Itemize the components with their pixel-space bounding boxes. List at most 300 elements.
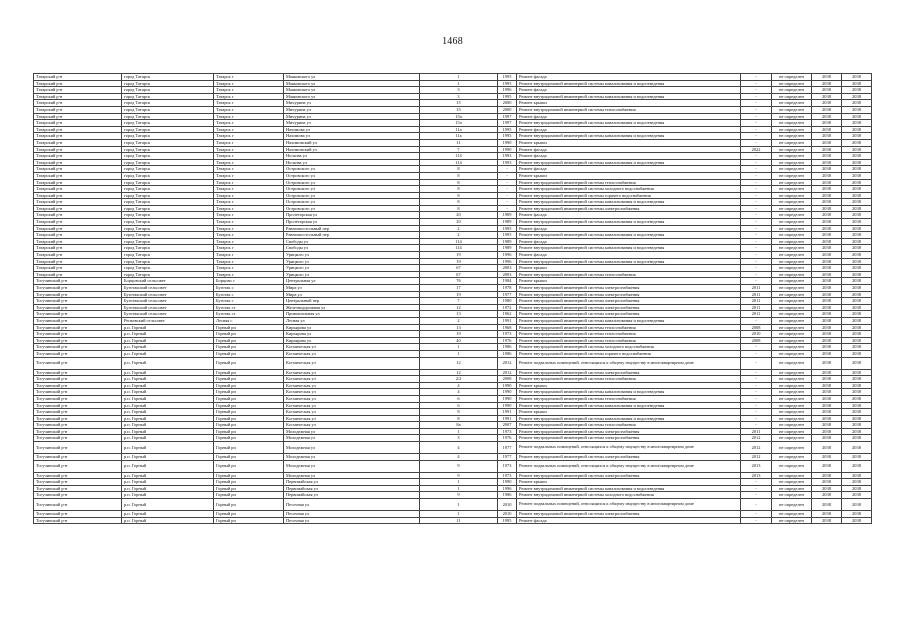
table-row <box>34 402 872 409</box>
settlement-cell: р.п. Горный <box>122 344 214 351</box>
repair-year-cell: - <box>741 485 772 492</box>
work-type-cell: Ремонт фасада <box>517 212 741 219</box>
repair-status-cell: не определен <box>772 428 812 435</box>
table-row <box>34 179 872 186</box>
table-row <box>34 120 872 127</box>
district-cell: Тогучинский р-н <box>34 415 122 422</box>
table-row <box>34 219 872 226</box>
capital-repair-table-container <box>33 73 871 524</box>
repair-year-cell: - <box>741 350 772 357</box>
planned-year-cell: 2038 <box>812 205 842 212</box>
district-cell: Тогучинский р-н <box>34 422 122 429</box>
work-type-cell: Ремонт фасада <box>517 113 741 120</box>
work-type-cell: Ремонт внутридомовой инженерной системы электроснабжения <box>517 304 741 311</box>
build-year-cell: 1972 <box>498 304 517 311</box>
planned-year-end-cell: 2038 <box>842 153 872 160</box>
planned-year-cell: 2038 <box>812 120 842 127</box>
planned-year-cell: 2038 <box>812 402 842 409</box>
build-year-cell: 2003 <box>498 271 517 278</box>
build-year-cell: - <box>498 166 517 173</box>
planned-year-cell: 2038 <box>812 87 842 94</box>
district-cell: Тогучинский р-н <box>34 428 122 435</box>
planned-year-cell: 2038 <box>812 311 842 318</box>
table-row <box>34 409 872 416</box>
planned-year-cell: 2038 <box>812 415 842 422</box>
planned-year-cell: 2038 <box>812 219 842 226</box>
settlement-cell: город Татарск <box>122 159 214 166</box>
table-row <box>34 428 872 435</box>
planned-year-end-cell: 2038 <box>842 344 872 351</box>
planned-year-end-cell: 2038 <box>842 199 872 206</box>
house-number-cell: 8 <box>420 186 498 193</box>
house-number-cell: 2 <box>420 225 498 232</box>
district-cell: Тогучинский р-н <box>34 285 122 292</box>
build-year-cell: 1996 <box>498 87 517 94</box>
table-row <box>34 252 872 259</box>
work-type-cell: Ремонт внутридомовой инженерной системы электроснабжения <box>517 511 741 518</box>
build-year-cell: 2012 <box>498 369 517 376</box>
work-type-cell: Ремонт внутридомовой инженерной системы электроснабжения <box>517 472 741 479</box>
district-cell: Татарский р-н <box>34 172 122 179</box>
build-year-cell: 1997 <box>498 120 517 127</box>
street-cell: Космическая ул <box>284 409 420 416</box>
district-cell: Тогучинский р-н <box>34 492 122 499</box>
table-row <box>34 376 872 383</box>
build-year-cell: 1990 <box>498 139 517 146</box>
work-type-cell: Ремонт фасада <box>517 74 741 81</box>
house-number-cell: 19 <box>420 331 498 338</box>
house-number-cell: 11а <box>420 133 498 140</box>
table-row <box>34 126 872 133</box>
planned-year-cell: 2038 <box>812 252 842 259</box>
planned-year-cell: 2038 <box>812 499 842 511</box>
district-cell: Тогучинский р-н <box>34 311 122 318</box>
settlement-cell: Буготакский сельсовет <box>122 304 214 311</box>
settlement-cell: р.п. Горный <box>122 428 214 435</box>
street-cell: Маяковского ул <box>284 74 420 81</box>
district-cell: Тогучинский р-н <box>34 472 122 479</box>
planned-year-end-cell: 2038 <box>842 499 872 511</box>
repair-year-cell: - <box>741 172 772 179</box>
repair-status-cell: не определен <box>772 337 812 344</box>
work-type-cell: Ремонт фасада <box>517 238 741 245</box>
locality-cell: Горный рп <box>214 442 284 454</box>
table-row <box>34 212 872 219</box>
house-number-cell: 3 <box>420 435 498 442</box>
house-number-cell: 11а <box>420 126 498 133</box>
table-row <box>34 271 872 278</box>
house-number-cell: 9 <box>420 472 498 479</box>
build-year-cell: - <box>498 199 517 206</box>
settlement-cell: город Татарск <box>122 199 214 206</box>
planned-year-end-cell: 2038 <box>842 369 872 376</box>
settlement-cell: Буготакский сельсовет <box>122 311 214 318</box>
house-number-cell: 1 <box>420 499 498 511</box>
settlement-cell: город Татарск <box>122 192 214 199</box>
house-number-cell: 15 <box>420 100 498 107</box>
work-type-cell: Ремонт внутридомовой инженерной системы горячего водоснабжения <box>517 192 741 199</box>
planned-year-end-cell: 2038 <box>842 435 872 442</box>
district-cell: Тогучинский р-н <box>34 442 122 454</box>
work-type-cell: Ремонт внутридомовой инженерной системы теплоснабжения <box>517 337 741 344</box>
repair-status-cell: не определен <box>772 153 812 160</box>
table-row <box>34 472 872 479</box>
house-number-cell: 8 <box>420 192 498 199</box>
settlement-cell: город Татарск <box>122 87 214 94</box>
planned-year-cell: 2038 <box>812 258 842 265</box>
locality-cell: Татарск г <box>214 166 284 173</box>
table-row <box>34 192 872 199</box>
street-cell: Космическая ул <box>284 369 420 376</box>
planned-year-cell: 2038 <box>812 324 842 331</box>
repair-year-cell: - <box>741 120 772 127</box>
settlement-cell: р.п. Горный <box>122 492 214 499</box>
table-row <box>34 317 872 324</box>
locality-cell: Татарск г <box>214 258 284 265</box>
table-row <box>34 291 872 298</box>
planned-year-end-cell: 2038 <box>842 166 872 173</box>
repair-year-cell: - <box>741 422 772 429</box>
table-row <box>34 166 872 173</box>
planned-year-cell: 2038 <box>812 179 842 186</box>
table-row <box>34 350 872 357</box>
district-cell: Тогучинский р-н <box>34 369 122 376</box>
locality-cell: Лесная с <box>214 317 284 324</box>
locality-cell: Горный рп <box>214 460 284 472</box>
settlement-cell: р.п. Горный <box>122 435 214 442</box>
planned-year-end-cell: 2038 <box>842 472 872 479</box>
planned-year-end-cell: 2038 <box>842 485 872 492</box>
repair-year-cell: 2011 <box>741 298 772 305</box>
district-cell: Татарский р-н <box>34 133 122 140</box>
district-cell: Татарский р-н <box>34 232 122 239</box>
repair-status-cell: не определен <box>772 74 812 81</box>
settlement-cell: р.п. Горный <box>122 382 214 389</box>
house-number-cell: 1 <box>420 485 498 492</box>
planned-year-cell: 2038 <box>812 159 842 166</box>
repair-year-cell: - <box>741 205 772 212</box>
district-cell: Тогучинский р-н <box>34 511 122 518</box>
locality-cell: Татарск г <box>214 199 284 206</box>
locality-cell: Горный рп <box>214 409 284 416</box>
work-type-cell: Ремонт крыши <box>517 479 741 486</box>
locality-cell: Горный рп <box>214 492 284 499</box>
build-year-cell: 1995 <box>498 74 517 81</box>
street-cell: Мичурина ул <box>284 100 420 107</box>
locality-cell: Татарск г <box>214 139 284 146</box>
settlement-cell: город Татарск <box>122 232 214 239</box>
planned-year-end-cell: 2038 <box>842 93 872 100</box>
street-cell: Первомайская ул <box>284 479 420 486</box>
house-number-cell: 76 <box>420 278 498 285</box>
house-number-cell: 13 <box>420 324 498 331</box>
repair-year-cell: - <box>741 511 772 518</box>
house-number-cell: 114 <box>420 238 498 245</box>
planned-year-end-cell: 2038 <box>842 442 872 454</box>
table-row <box>34 225 872 232</box>
table-row <box>34 442 872 454</box>
settlement-cell: город Татарск <box>122 120 214 127</box>
repair-year-cell: 2012 <box>741 435 772 442</box>
build-year-cell: 1986 <box>498 492 517 499</box>
build-year-cell: 1993 <box>498 159 517 166</box>
work-type-cell: Ремонт внутридомовой инженерной системы теплоснабжения <box>517 179 741 186</box>
build-year-cell: 1995 <box>498 133 517 140</box>
street-cell: Островского ул <box>284 172 420 179</box>
build-year-cell: 1990 <box>498 146 517 153</box>
build-year-cell: 1990 <box>498 402 517 409</box>
settlement-cell: город Татарск <box>122 205 214 212</box>
locality-cell: Татарск г <box>214 93 284 100</box>
district-cell: Тогучинский р-н <box>34 324 122 331</box>
settlement-cell: р.п. Горный <box>122 460 214 472</box>
settlement-cell: р.п. Горный <box>122 499 214 511</box>
locality-cell: Татарск г <box>214 133 284 140</box>
locality-cell: Татарск г <box>214 225 284 232</box>
table-row <box>34 485 872 492</box>
planned-year-cell: 2038 <box>812 166 842 173</box>
planned-year-cell: 2038 <box>812 376 842 383</box>
street-cell: Железнодорожная ул <box>284 304 420 311</box>
repair-status-cell: не определен <box>772 369 812 376</box>
repair-status-cell: не определен <box>772 219 812 226</box>
table-row <box>34 278 872 285</box>
district-cell: Тогучинский р-н <box>34 409 122 416</box>
build-year-cell: - <box>498 186 517 193</box>
house-number-cell: 12 <box>420 304 498 311</box>
repair-status-cell: не определен <box>772 186 812 193</box>
repair-year-cell: 2008 <box>741 337 772 344</box>
repair-year-cell: - <box>741 100 772 107</box>
planned-year-end-cell: 2038 <box>842 357 872 369</box>
house-number-cell: 4 <box>420 389 498 396</box>
street-cell: Равноапостольный пер <box>284 225 420 232</box>
house-number-cell: 67 <box>420 265 498 272</box>
planned-year-end-cell: 2038 <box>842 113 872 120</box>
settlement-cell: р.п. Горный <box>122 357 214 369</box>
planned-year-end-cell: 2038 <box>842 139 872 146</box>
table-row <box>34 232 872 239</box>
build-year-cell: 1978 <box>498 285 517 292</box>
work-type-cell: Ремонт внутридомовой инженерной системы электроснабжения <box>517 435 741 442</box>
house-number-cell: 114 <box>420 159 498 166</box>
planned-year-cell: 2038 <box>812 298 842 305</box>
locality-cell: Татарск г <box>214 271 284 278</box>
house-number-cell: 8 <box>420 179 498 186</box>
street-cell: Космическая ул <box>284 402 420 409</box>
planned-year-cell: 2038 <box>812 344 842 351</box>
build-year-cell: 1976 <box>498 435 517 442</box>
settlement-cell: город Татарск <box>122 146 214 153</box>
repair-status-cell: не определен <box>772 291 812 298</box>
planned-year-end-cell: 2038 <box>842 100 872 107</box>
build-year-cell: 1996 <box>498 252 517 259</box>
locality-cell: Татарск г <box>214 205 284 212</box>
planned-year-end-cell: 2038 <box>842 232 872 239</box>
district-cell: Татарский р-н <box>34 179 122 186</box>
repair-year-cell: - <box>741 317 772 324</box>
work-type-cell: Ремонт внутридомовой инженерной системы канализования и водоотведения <box>517 232 741 239</box>
repair-year-cell: - <box>741 245 772 252</box>
planned-year-cell: 2038 <box>812 126 842 133</box>
repair-year-cell: - <box>741 389 772 396</box>
repair-year-cell: 2012 <box>741 442 772 454</box>
build-year-cell: 1989 <box>498 238 517 245</box>
repair-year-cell: - <box>741 415 772 422</box>
table-row <box>34 311 872 318</box>
build-year-cell: 1973 <box>498 472 517 479</box>
repair-status-cell: не определен <box>772 415 812 422</box>
house-number-cell: 1 <box>420 511 498 518</box>
district-cell: Татарский р-н <box>34 245 122 252</box>
settlement-cell: город Татарск <box>122 271 214 278</box>
work-type-cell: Ремонт внутридомовой инженерной системы холодного водоснабжения <box>517 186 741 193</box>
district-cell: Татарский р-н <box>34 192 122 199</box>
table-row <box>34 331 872 338</box>
street-cell: Молодежная ул <box>284 472 420 479</box>
planned-year-cell: 2038 <box>812 186 842 193</box>
district-cell: Тогучинский р-н <box>34 357 122 369</box>
repair-year-cell: - <box>741 139 772 146</box>
planned-year-cell: 2038 <box>812 479 842 486</box>
planned-year-cell: 2038 <box>812 225 842 232</box>
settlement-cell: город Татарск <box>122 238 214 245</box>
repair-status-cell: не определен <box>772 179 812 186</box>
table-row <box>34 517 872 524</box>
locality-cell: Горный рп <box>214 331 284 338</box>
street-cell: Космическая ул <box>284 350 420 357</box>
planned-year-end-cell: 2038 <box>842 245 872 252</box>
street-cell: Нахимовский ул <box>284 146 420 153</box>
locality-cell: Горный рп <box>214 402 284 409</box>
work-type-cell: Ремонт внутридомовой инженерной системы канализования и водоотведения <box>517 120 741 127</box>
house-number-cell: 2 <box>420 317 498 324</box>
planned-year-end-cell: 2038 <box>842 186 872 193</box>
planned-year-end-cell: 2038 <box>842 298 872 305</box>
work-type-cell: Ремонт внутридомовой инженерной системы канализования и водоотведения <box>517 133 741 140</box>
repair-year-cell: 2011 <box>741 291 772 298</box>
work-type-cell: Ремонт крыши <box>517 382 741 389</box>
work-type-cell: Ремонт фасада <box>517 166 741 173</box>
house-number-cell: 4 <box>420 454 498 461</box>
planned-year-cell: 2038 <box>812 199 842 206</box>
work-type-cell: Ремонт крыши <box>517 409 741 416</box>
settlement-cell: р.п. Горный <box>122 376 214 383</box>
house-number-cell: 6 <box>420 402 498 409</box>
repair-status-cell: не определен <box>772 409 812 416</box>
repair-status-cell: не определен <box>772 258 812 265</box>
planned-year-end-cell: 2038 <box>842 454 872 461</box>
street-cell: Островского ул <box>284 166 420 173</box>
build-year-cell: 1991 <box>498 415 517 422</box>
street-cell: Молодежная ул <box>284 454 420 461</box>
house-number-cell: 1 <box>420 344 498 351</box>
work-type-cell: Ремонт внутридомовой инженерной системы канализования и водоотведения <box>517 199 741 206</box>
repair-year-cell: - <box>741 271 772 278</box>
build-year-cell: 1991 <box>498 317 517 324</box>
repair-status-cell: не определен <box>772 389 812 396</box>
settlement-cell: р.п. Горный <box>122 409 214 416</box>
repair-year-cell: - <box>741 232 772 239</box>
work-type-cell: Ремонт внутридомовой инженерной системы теплоснабжения <box>517 376 741 383</box>
build-year-cell: - <box>498 172 517 179</box>
repair-status-cell: не определен <box>772 192 812 199</box>
planned-year-end-cell: 2038 <box>842 479 872 486</box>
repair-year-cell: - <box>741 93 772 100</box>
district-cell: Тогучинский р-н <box>34 278 122 285</box>
work-type-cell: Ремонт крыши <box>517 278 741 285</box>
district-cell: Татарский р-н <box>34 146 122 153</box>
planned-year-end-cell: 2038 <box>842 460 872 472</box>
settlement-cell: город Татарск <box>122 245 214 252</box>
repair-year-cell: - <box>741 219 772 226</box>
planned-year-cell: 2038 <box>812 428 842 435</box>
work-type-cell: Ремонт внутридомовой инженерной системы холодного водоснабжения <box>517 492 741 499</box>
repair-year-cell: - <box>741 492 772 499</box>
street-cell: Лесная ул <box>284 317 420 324</box>
house-number-cell: 1 <box>420 80 498 87</box>
repair-status-cell: не определен <box>772 376 812 383</box>
planned-year-cell: 2038 <box>812 238 842 245</box>
repair-status-cell: не определен <box>772 133 812 140</box>
repair-year-cell: - <box>741 382 772 389</box>
repair-year-cell: - <box>741 166 772 173</box>
district-cell: Татарский р-н <box>34 271 122 278</box>
table-row <box>34 415 872 422</box>
house-number-cell: 19 <box>420 252 498 259</box>
planned-year-end-cell: 2038 <box>842 238 872 245</box>
repair-status-cell: не определен <box>772 454 812 461</box>
planned-year-end-cell: 2038 <box>842 402 872 409</box>
locality-cell: Горный рп <box>214 337 284 344</box>
settlement-cell: р.п. Горный <box>122 517 214 524</box>
build-year-cell: 1962 <box>498 311 517 318</box>
build-year-cell: 1997 <box>498 113 517 120</box>
settlement-cell: город Татарск <box>122 80 214 87</box>
planned-year-cell: 2038 <box>812 331 842 338</box>
planned-year-cell: 2038 <box>812 511 842 518</box>
build-year-cell: 1990 <box>498 395 517 402</box>
settlement-cell: город Татарск <box>122 133 214 140</box>
house-number-cell: 8 <box>420 166 498 173</box>
house-number-cell: 19 <box>420 258 498 265</box>
table-row <box>34 113 872 120</box>
planned-year-cell: 2038 <box>812 454 842 461</box>
district-cell: Татарский р-н <box>34 87 122 94</box>
locality-cell: Татарск г <box>214 120 284 127</box>
repair-status-cell: не определен <box>772 331 812 338</box>
settlement-cell: р.п. Горный <box>122 415 214 422</box>
repair-status-cell: не определен <box>772 172 812 179</box>
street-cell: Островского ул <box>284 205 420 212</box>
repair-year-cell: - <box>741 369 772 376</box>
repair-status-cell: не определен <box>772 395 812 402</box>
repair-status-cell: не определен <box>772 265 812 272</box>
settlement-cell: город Татарск <box>122 179 214 186</box>
locality-cell: Горный рп <box>214 454 284 461</box>
repair-year-cell: - <box>741 252 772 259</box>
house-number-cell: 4 <box>420 442 498 454</box>
settlement-cell: Борцовский сельсовет <box>122 278 214 285</box>
work-type-cell: Ремонт внутридомовой инженерной системы канализования и водоотведения <box>517 402 741 409</box>
table-row <box>34 100 872 107</box>
build-year-cell: 1989 <box>498 219 517 226</box>
house-number-cell: 4 <box>420 382 498 389</box>
settlement-cell: город Татарск <box>122 166 214 173</box>
planned-year-end-cell: 2038 <box>842 331 872 338</box>
street-cell: Урицкого ул <box>284 271 420 278</box>
settlement-cell: Буготакский сельсовет <box>122 291 214 298</box>
